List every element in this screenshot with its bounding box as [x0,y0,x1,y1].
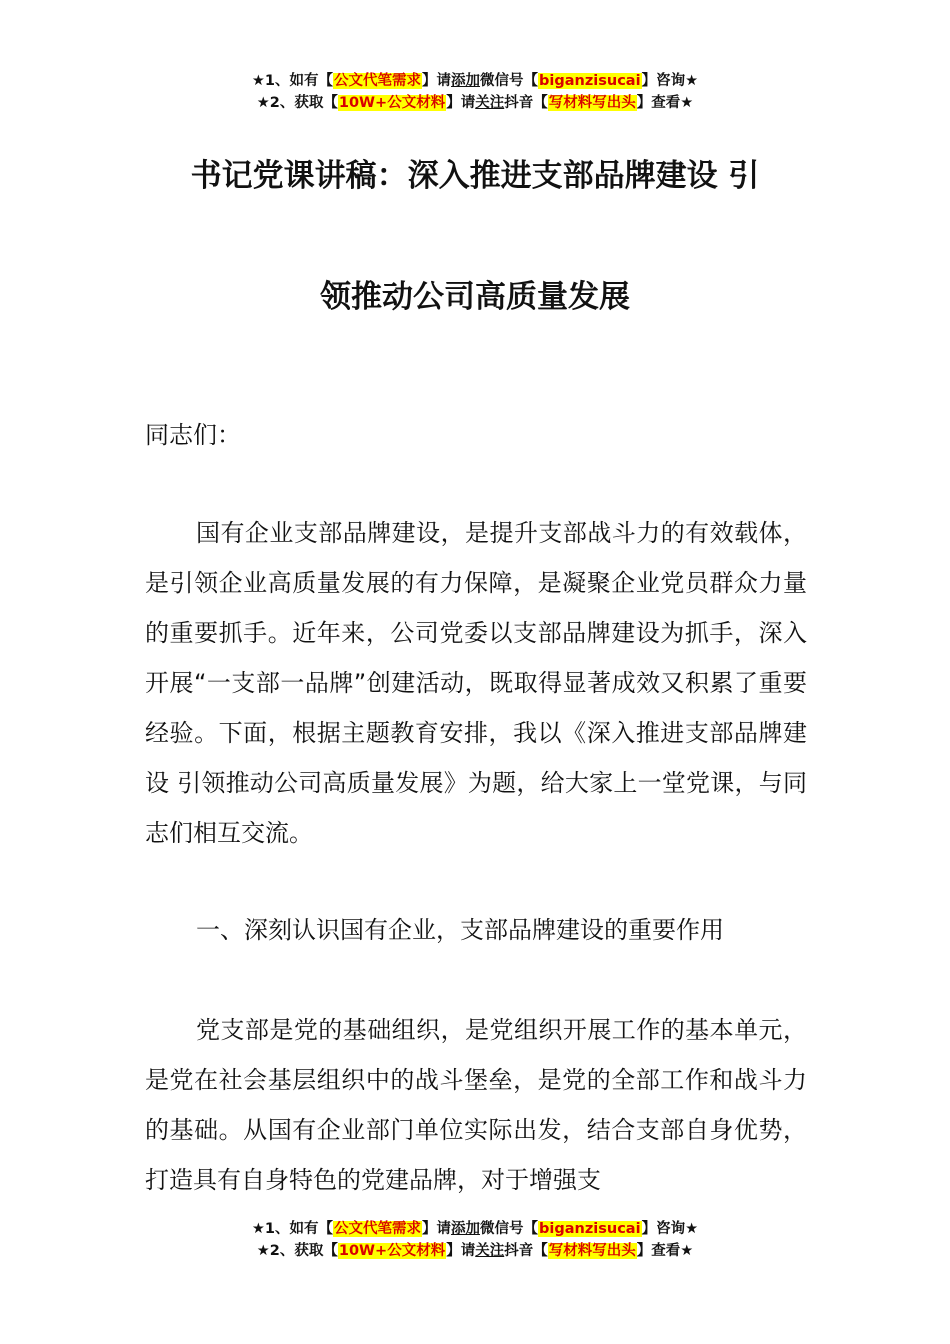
paragraph-section-1: 党支部是党的基础组织，是党组织开展工作的基本单元，是党在社会基层组织中的战斗堡垒，是党的全部工作和战斗力的基础。从国有企业部门单位实际出发，结合支部自身优势，打造具有自身特色的党建品牌，对于增强支 [145,1016,807,1194]
footer-highlight-service: 公文代笔需求 [334,1221,422,1237]
greeting: 同志们： [145,421,241,449]
footer-banner-line-2: ★2、获取【10W+公文材料】请关注抖音【写材料写出头】查看★ [256,1243,694,1259]
highlight-service: 公文代笔需求 [334,73,422,89]
banner-line-1: ★1、如有【公文代笔需求】请添加微信号【biganzisucai】咨询★ [251,73,699,89]
header-banner [0,70,950,114]
document-title-line-2: 领推动公司高质量发展 [320,279,630,315]
footer-highlight-wechat-id: biganzisucai [539,1221,641,1237]
highlight-douyin: 写材料写出头 [548,95,636,111]
document-title-line-1: 书记党课讲稿：深入推进支部品牌建设 引 [190,158,760,194]
paragraph-intro: 国有企业支部品牌建设，是提升支部战斗力的有效载体，是引领企业高质量发展的有力保障，是凝聚企业党员群众力量的重要抓手。近年来，公司党委以支部品牌建设为抓手，深入开展“一支部一品牌”创建活动，既取得显著成效又积累了重要经验。下面，根据主题教育安排，我以《深入推进支部品牌建设 引领推动公司高质量发展》为题，给大家上一堂党课，与同志们相互交流。 [145,519,807,847]
footer-banner-line-1: ★1、如有【公文代笔需求】请添加微信号【biganzisucai】咨询★ [251,1221,699,1237]
banner-line-2: ★2、获取【10W+公文材料】请关注抖音【写材料写出头】查看★ [256,95,694,111]
footer-banner [0,1218,950,1262]
section-heading-1: 一、深刻认识国有企业，支部品牌建设的重要作用 [196,916,724,944]
footer-highlight-materials: 10W+公文材料 [338,1243,446,1259]
footer-highlight-douyin: 写材料写出头 [548,1243,636,1259]
highlight-wechat-id: biganzisucai [539,73,641,89]
highlight-materials: 10W+公文材料 [338,95,446,111]
